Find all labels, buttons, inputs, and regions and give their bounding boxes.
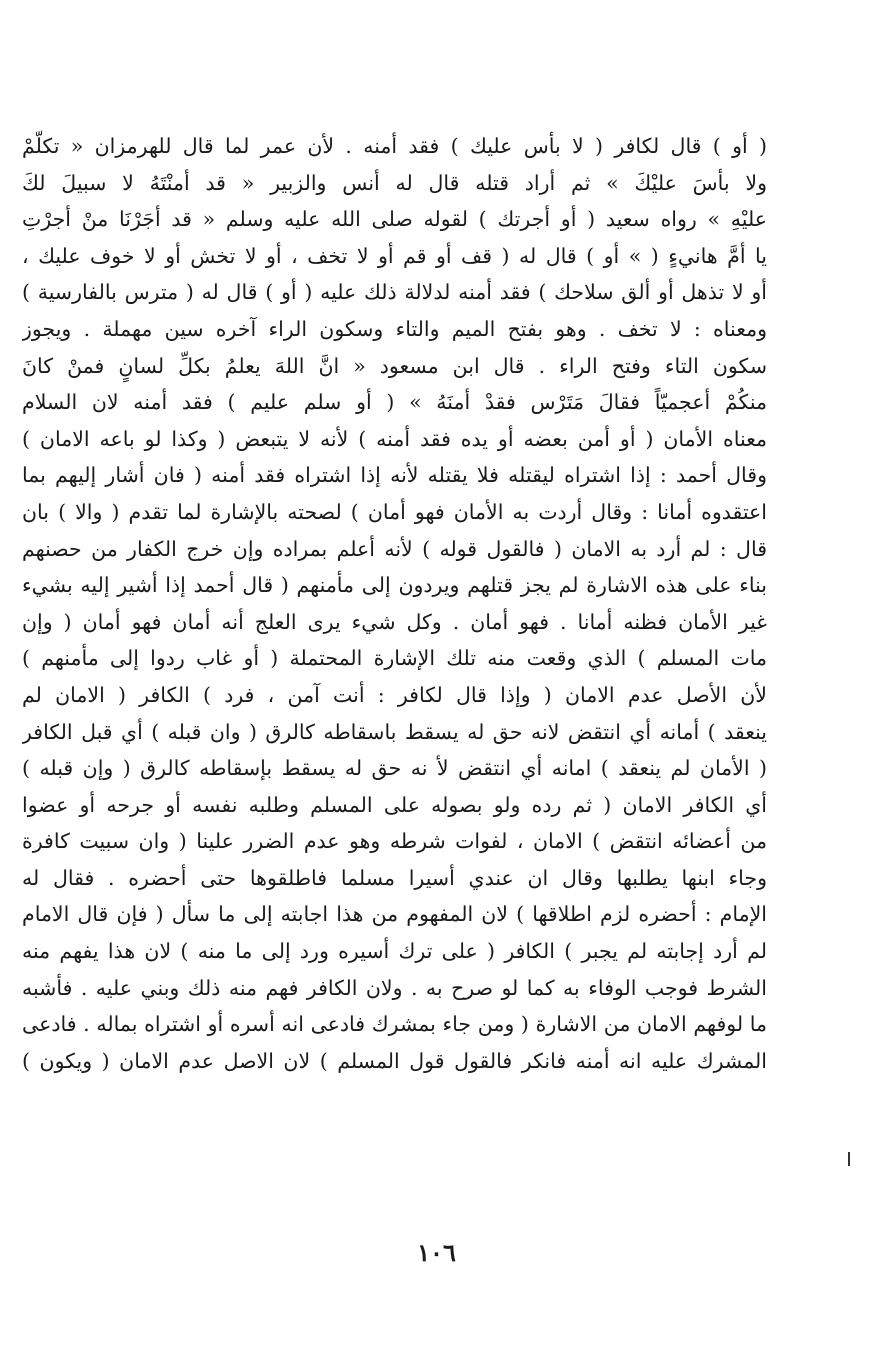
text-line: المشرك عليه انه أمنه فانكر فالقول قول المسلم ) لان الاصل عدم الامان ( ويكون ) — [22, 1048, 767, 1073]
text-line: من أعضائه انتقض ) الامان ، لفوات شرطه وهو عدم الضرر علينا ( وان سبيت كافرة — [22, 829, 767, 854]
text-line: اعتقدوه أمانا : وقال أردت به الأمان فهو أمان ) لصحته بالإشارة لما تقدم ( والا ) بان — [22, 499, 767, 524]
text-line: مات المسلم ) الذي وقعت منه تلك الإشارة المحتملة ( أو غاب ردوا إلى مأمنهم ) — [22, 646, 767, 671]
text-line: عليْهِ » رواه سعيد ( أو أجرتك ) لقوله صلى الله عليه وسلم « قد أجَرْنَا منْ أجرْتِ — [22, 207, 767, 232]
text-line: قال : لم أرد به الامان ( فالقول قوله ) لأنه أعلم بمراده وإن خرج الكفار من حصنهم — [22, 536, 767, 561]
text-line: ولا بأسَ عليْكَ » ثم أراد قتله قال له أنس والزبير « قد أمنْتَهُ لا سبيلَ لكَ — [22, 170, 767, 195]
text-line: وقال أحمد : إذا اشتراه ليقتله فلا يقتله لأنه إذا اشتراه فقد أمنه ( فان أشار إليهم بما — [22, 463, 767, 488]
text-line: منكُمْ أعجميّاً فقالَ مَتَرْس فقدْ أمنَهُ » ( أو سلم عليم ) فقد أمنه لان السلام — [22, 390, 767, 415]
text-line: ( أو ) قال لكافر ( لا بأس عليك ) فقد أمنه . لأن عمر لما قال للهرمزان « تكلّمْ — [22, 134, 767, 158]
text-line: الإمام : أحضره لزم اطلاقها ) لان المفهوم من هذا اجابته إلى ما سأل ( فإن قال الامام — [22, 902, 767, 927]
text-line: الشرط فوجب الوفاء به كما لو صرح به . ولان الكافر فهم منه ذلك وبني عليه . فأشبه — [22, 975, 767, 1000]
text-line: سكون التاء وفتح الراء . قال ابن مسعود « انَّ اللهَ يعلمُ بكلِّ لسانٍ فمنْ كانَ — [22, 353, 767, 378]
text-line: يا أمَّ هانيءٍ ( » أو ) قال له ( قف أو قم أو لا تخف ، أو لا تخش أو لا خوف عليك ، — [22, 243, 767, 268]
text-line: ( الأمان لم ينعقد ) امانه أي انتقض لأ نه حق له يسقط بإسقاطه كالرق ( وإن قبله ) — [22, 756, 767, 781]
page-number: ١٠٦ — [417, 1238, 456, 1267]
text-line: ومعناه : لا تخف . وهو بفتح الميم والتاء وسكون الراء آخره سين مهملة . ويجوز — [22, 316, 767, 341]
text-line: غير الأمان فظنه أمانا . فهو أمان . وكل شيء يرى العلج أنه أمان فهو أمان ( وإن — [22, 609, 767, 634]
text-line: معناه الأمان ( أو أمن بعضه أو يده فقد أمنه ) لأنه لا يتبعض ( وكذا لو باعه الامان ) — [22, 426, 767, 451]
body-text — [22, 128, 767, 1079]
text-line: لم أرد إجابته لم يجبر ) الكافر ( على ترك أسيره ورد إلى ما منه ) لان هذا يفهم منه — [22, 939, 767, 964]
text-line: ينعقد ) أمانه أي انتقض لانه حق له يسقط باسقاطه كالرق ( وان قبله ) أي قبل الكافر — [22, 719, 767, 744]
text-line: وجاء ابنها يطلبها وقال ان عندي أسيرا مسلما فاطلقوها حتى أحضره . فقال له — [22, 865, 767, 890]
margin-mark — [848, 1152, 850, 1166]
text-line: بناء على هذه الاشارة لم يجز قتلهم ويردون إلى مأمنهم ( قال أحمد إذا أشير إليه بشيء — [22, 573, 767, 598]
text-line: ما لوفهم الامان من الاشارة ( ومن جاء بمشرك فادعى انه أسره أو اشتراه بماله . فادعى — [22, 1012, 767, 1037]
text-line: أي الكافر الامان ( ثم رده ولو بصوله على المسلم وطلبه نفسه أو جرحه أو عضوا — [22, 792, 767, 817]
text-line: لأن الأصل عدم الامان ( وإذا قال لكافر : أنت آمن ، فرد ) الكافر ( الامان لم — [22, 682, 767, 707]
text-line: أو لا تذهل أو ألق سلاحك ) فقد أمنه لدلالة ذلك عليه ( أو ) قال له ( مترس بالفارسية ) — [22, 280, 767, 305]
